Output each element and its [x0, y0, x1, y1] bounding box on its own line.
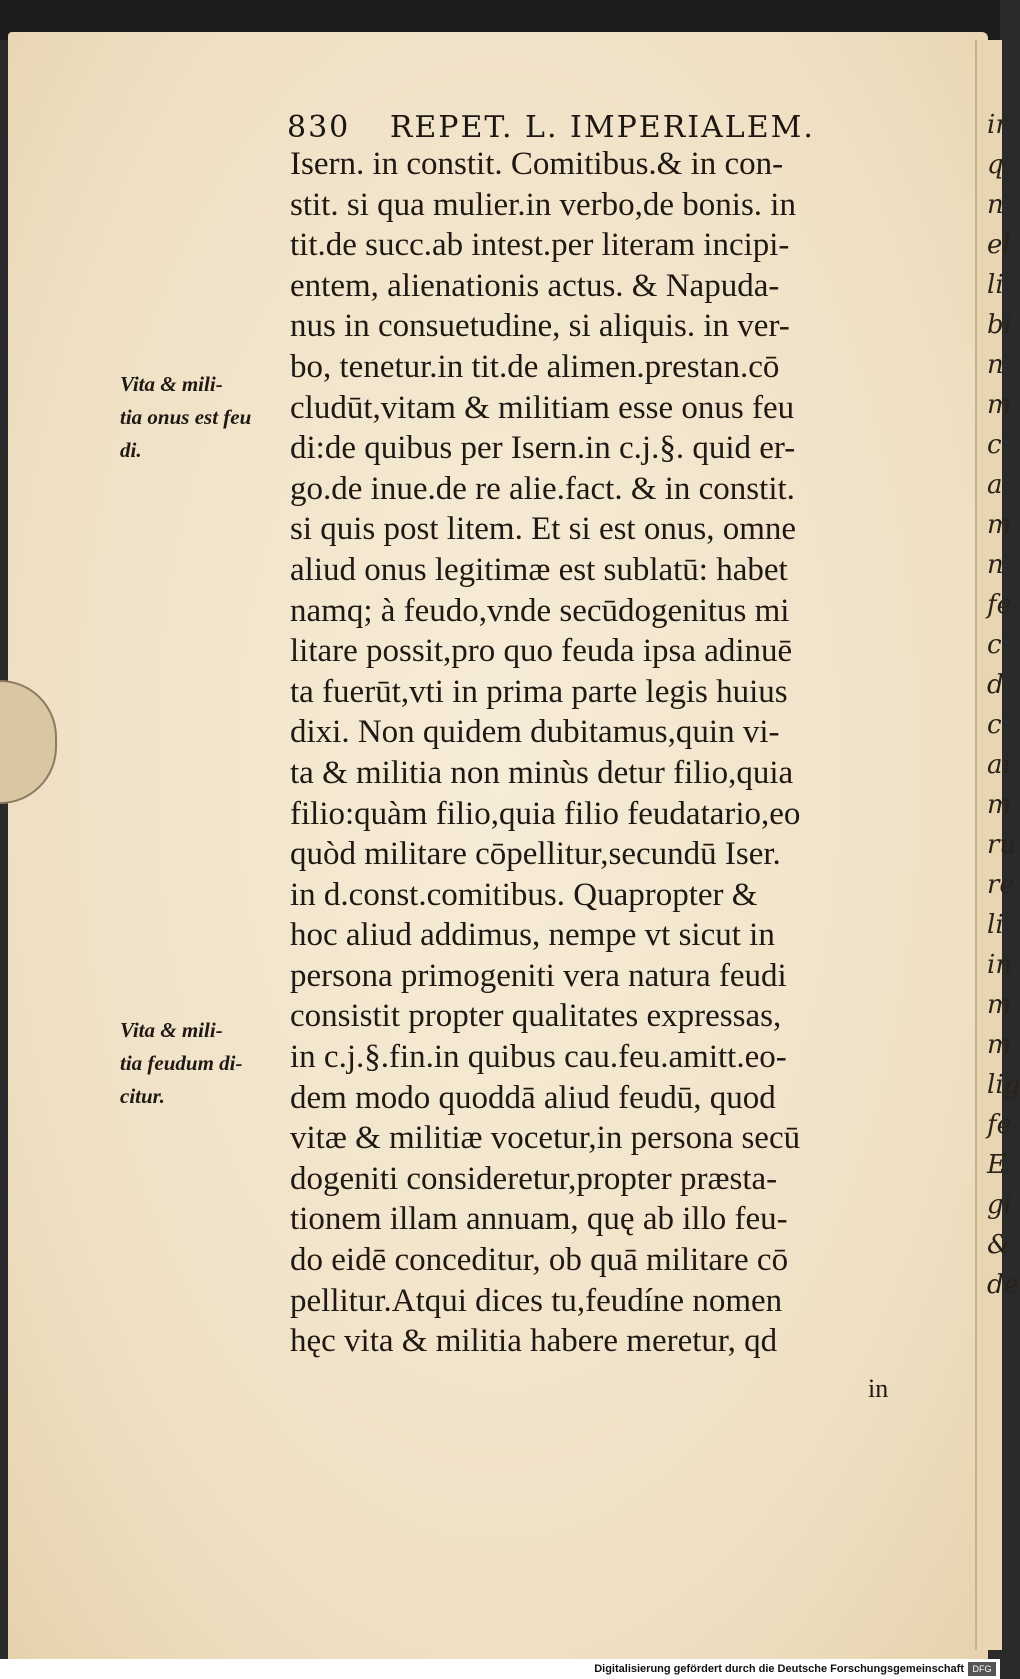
adjacent-page-fragment: m: [987, 990, 1012, 1020]
adjacent-page-fragment: el: [987, 230, 1011, 260]
page-header: [287, 110, 815, 145]
text-line: aliud onus legitimæ est sublatū: habet: [290, 551, 788, 588]
catchword: in: [868, 1374, 889, 1403]
text-line: dem modo quoddā aliud feudū, quod: [290, 1079, 776, 1116]
adjacent-page-fragment: a: [987, 470, 1003, 500]
adjacent-page-fragment: fe: [987, 1110, 1013, 1140]
adjacent-page-fragment: m: [987, 790, 1012, 820]
dfg-logo: DFG: [968, 1662, 996, 1676]
adjacent-page-fragment: gi: [987, 1190, 1012, 1220]
text-line: in d.const.comitibus. Quapropter &: [290, 876, 758, 913]
adjacent-page-fragment: m: [987, 1030, 1012, 1060]
adjacent-page-fragment: li: [987, 270, 1004, 300]
margin-note: [120, 368, 285, 467]
main-text-block: [290, 144, 910, 1362]
text-line: litare possit,pro quo feuda ipsa adinuē: [290, 633, 793, 670]
adjacent-page-fragment: q: [987, 150, 1004, 180]
adjacent-page-fragment: m: [987, 390, 1012, 420]
text-line: quòd militare cōpellitur,secundū Iser.: [290, 836, 781, 873]
margin-note-line: Vita & mili-: [120, 1018, 223, 1042]
text-line: cludūt,vitam & militiam esse onus feu: [290, 389, 795, 426]
text-line: tionem illam annuam, quę ab illo feu-: [290, 1201, 788, 1238]
text-line: hoc aliud addimus, nempe vt sicut in: [290, 917, 775, 954]
text-line: di:de quibus per Isern.in c.j.§. quid er-: [290, 430, 796, 467]
text-line: dixi. Non quidem dubitamus,quin vi-: [290, 714, 780, 751]
adjacent-page-fragment: n: [987, 350, 1004, 380]
text-line: do eidē conceditur, ob quā militare cō: [290, 1242, 789, 1279]
page-number: 830: [287, 110, 351, 145]
adjacent-page-fragment: c: [987, 630, 1002, 660]
adjacent-page-fragment: lig: [987, 1070, 1020, 1100]
text-line: go.de inue.de re alie.fact. & in constit.: [290, 470, 795, 507]
text-line: in c.j.§.fin.in quibus cau.feu.amitt.eo-: [290, 1039, 787, 1076]
text-line: nus in consuetudine, si aliquis. in ver-: [290, 308, 790, 345]
text-line: pellitur.Atqui dices tu,feudíne nomen: [290, 1282, 783, 1319]
adjacent-page-fragment: ir: [987, 110, 1008, 140]
adjacent-page-fragment: &: [987, 1230, 1011, 1260]
text-line: ta & militia non minùs detur filio,quia: [290, 754, 794, 791]
text-line: consistit propter qualitates expressas,: [290, 998, 782, 1035]
adjacent-page-fragment: c: [987, 710, 1002, 740]
adjacent-page-fragment: ru: [987, 830, 1017, 860]
text-line: entem, alienationis actus. & Napuda-: [290, 267, 780, 304]
text-line: persona primogeniti vera natura feudi: [290, 957, 787, 994]
adjacent-page-fragment: d: [987, 670, 1004, 700]
adjacent-page-fragment: fe: [987, 590, 1013, 620]
text-line: ta fuerūt,vti in prima parte legis huius: [290, 673, 788, 710]
footer-credit: Digitalisierung gefördert durch die Deutsche Forschungsgemeinschaft: [594, 1663, 964, 1675]
text-line: hęc vita & militia habere meretur, qd: [290, 1323, 778, 1360]
digitization-footer: [0, 1659, 1000, 1679]
text-line: filio:quàm filio,quia filio feudatario,eo: [290, 795, 801, 832]
text-line: bo, tenetur.in tit.de alimen.prestan.cō: [290, 348, 780, 385]
text-line: si quis post litem. Et si est onus, omne: [290, 511, 797, 548]
adjacent-page-fragment: ai: [987, 750, 1011, 780]
adjacent-page-fragment: E: [987, 1150, 1006, 1180]
running-title: REPET. L. IMPERIALEM.: [389, 110, 815, 145]
adjacent-page-fragment: n: [987, 190, 1004, 220]
adjacent-page-fragment: li: [987, 910, 1004, 940]
adjacent-page-fragment: m: [987, 510, 1012, 540]
text-line: tit.de succ.ab intest.per literam incipi-: [290, 227, 790, 264]
adjacent-page-edge: [975, 40, 1020, 1650]
text-line: stit. si qua mulier.in verbo,de bonis. in: [290, 186, 796, 223]
margin-note-line: di.: [120, 438, 142, 462]
adjacent-page-fragment: de: [987, 1270, 1020, 1300]
text-line: dogeniti consideretur,propter præsta-: [290, 1160, 778, 1197]
adjacent-page-fragment: c: [987, 430, 1002, 460]
margin-note-line: tia feudum di-: [120, 1051, 243, 1075]
margin-note: [120, 1014, 285, 1113]
margin-note-line: citur.: [120, 1084, 165, 1108]
adjacent-page-fragment: in: [987, 950, 1013, 980]
adjacent-page-fragment: n: [987, 550, 1004, 580]
text-line: Isern. in constit. Comitibus.& in con-: [290, 146, 784, 182]
adjacent-page-fragment: bi: [987, 310, 1012, 340]
margin-note-line: Vita & mili-: [120, 372, 223, 396]
text-line: vitæ & militiæ vocetur,in persona secū: [290, 1120, 801, 1157]
adjacent-page-fragment: re: [987, 870, 1015, 900]
text-line: namq; à feudo,vnde secūdogenitus mi: [290, 592, 790, 629]
margin-note-line: tia onus est feu: [120, 405, 252, 429]
